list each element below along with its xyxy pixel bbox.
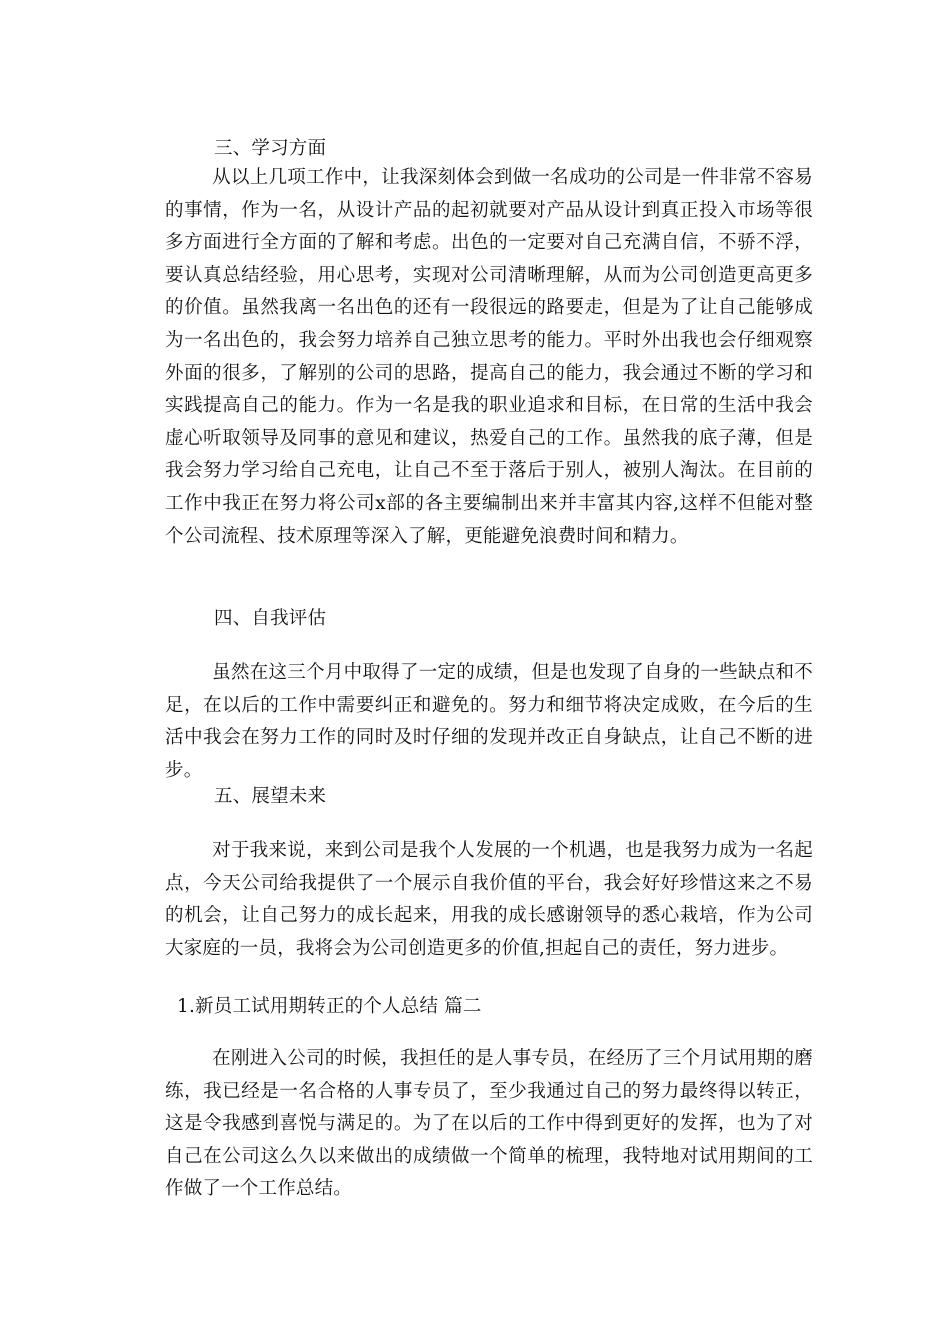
paragraph-self-assessment: 虽然在这三个月中取得了一定的成绩，但是也发现了自身的一些缺点和不足，在以后的工作中需要纠正和避免的。努力和细节将决定成败，在今后的生活中我会在努力工作的同时及时仔细的发现并改正自身缺点，让自己不断的进步。 [165, 662, 813, 781]
paragraph-study: 从以上几项工作中，让我深刻体会到做一名成功的公司是一件非常不容易的事情，作为一名，从设计产品的起初就要对产品从设计到真正投入市场等很多方面进行全方面的了解和考虑。出色的一定要对自己充满自信，不骄不浮，要认真总结经验，用心思考，实现对公司清晰理解，从而为公司创造更高更多的价值。虽然我离一名出色的还有一段很远的路要走，但是为了让自己能够成为一名出色的，我会努力培养自己独立思考的能力。平时外出我也会仔细观察外面的很多，了解别的公司的思路，提高自己的能力，我会通过不断的学习和实践提高自己的能力。作为一名是我的职业追求和目标，在日常的生活中我会虚心听取领导及同事的意见和建议，热爱自己的工作。虽然我的底子薄，但是我会努力学习给自己充电，让自己不至于落后于别人，被别人淘汰。在目前的工作中我正在努力将公司x部的各主要编制出来并丰富其内容,这样不但能对整个公司流程、技术原理等深入了解，更能避免浪费时间和精力。 [165, 167, 813, 547]
heading-part-two: 1.新员工试用期转正的个人总结 篇二 [177, 996, 482, 1017]
heading-future: 五、展望未来 [214, 786, 327, 807]
paragraph-part-two: 在刚进入公司的时候，我担任的是人事专员，在经历了三个月试用期的磨练，我已经是一名合格的人事专员了，至少我通过自己的努力最终得以转正，这是令我感到喜悦与满足的。为了在以后的工作中得到更好的发挥，也为了对自己在公司这么久以来做出的成绩做一个简单的梳理，我特地对试用期间的工作做了一个工作总结。 [165, 1048, 813, 1200]
heading-self-assessment: 四、自我评估 [214, 608, 327, 629]
paragraph-future: 对于我来说，来到公司是我个人发展的一个机遇，也是我努力成为一名起点，今天公司给我提供了一个展示自我价值的平台，我会好好珍惜这来之不易的机会，让自己努力的成长起来，用我的成长感谢领导的悉心栽培，作为公司大家庭的一员，我将会为公司创造更多的价值,担起自己的责任，努力进步。 [165, 840, 813, 959]
heading-study: 三、学习方面 [214, 138, 327, 159]
